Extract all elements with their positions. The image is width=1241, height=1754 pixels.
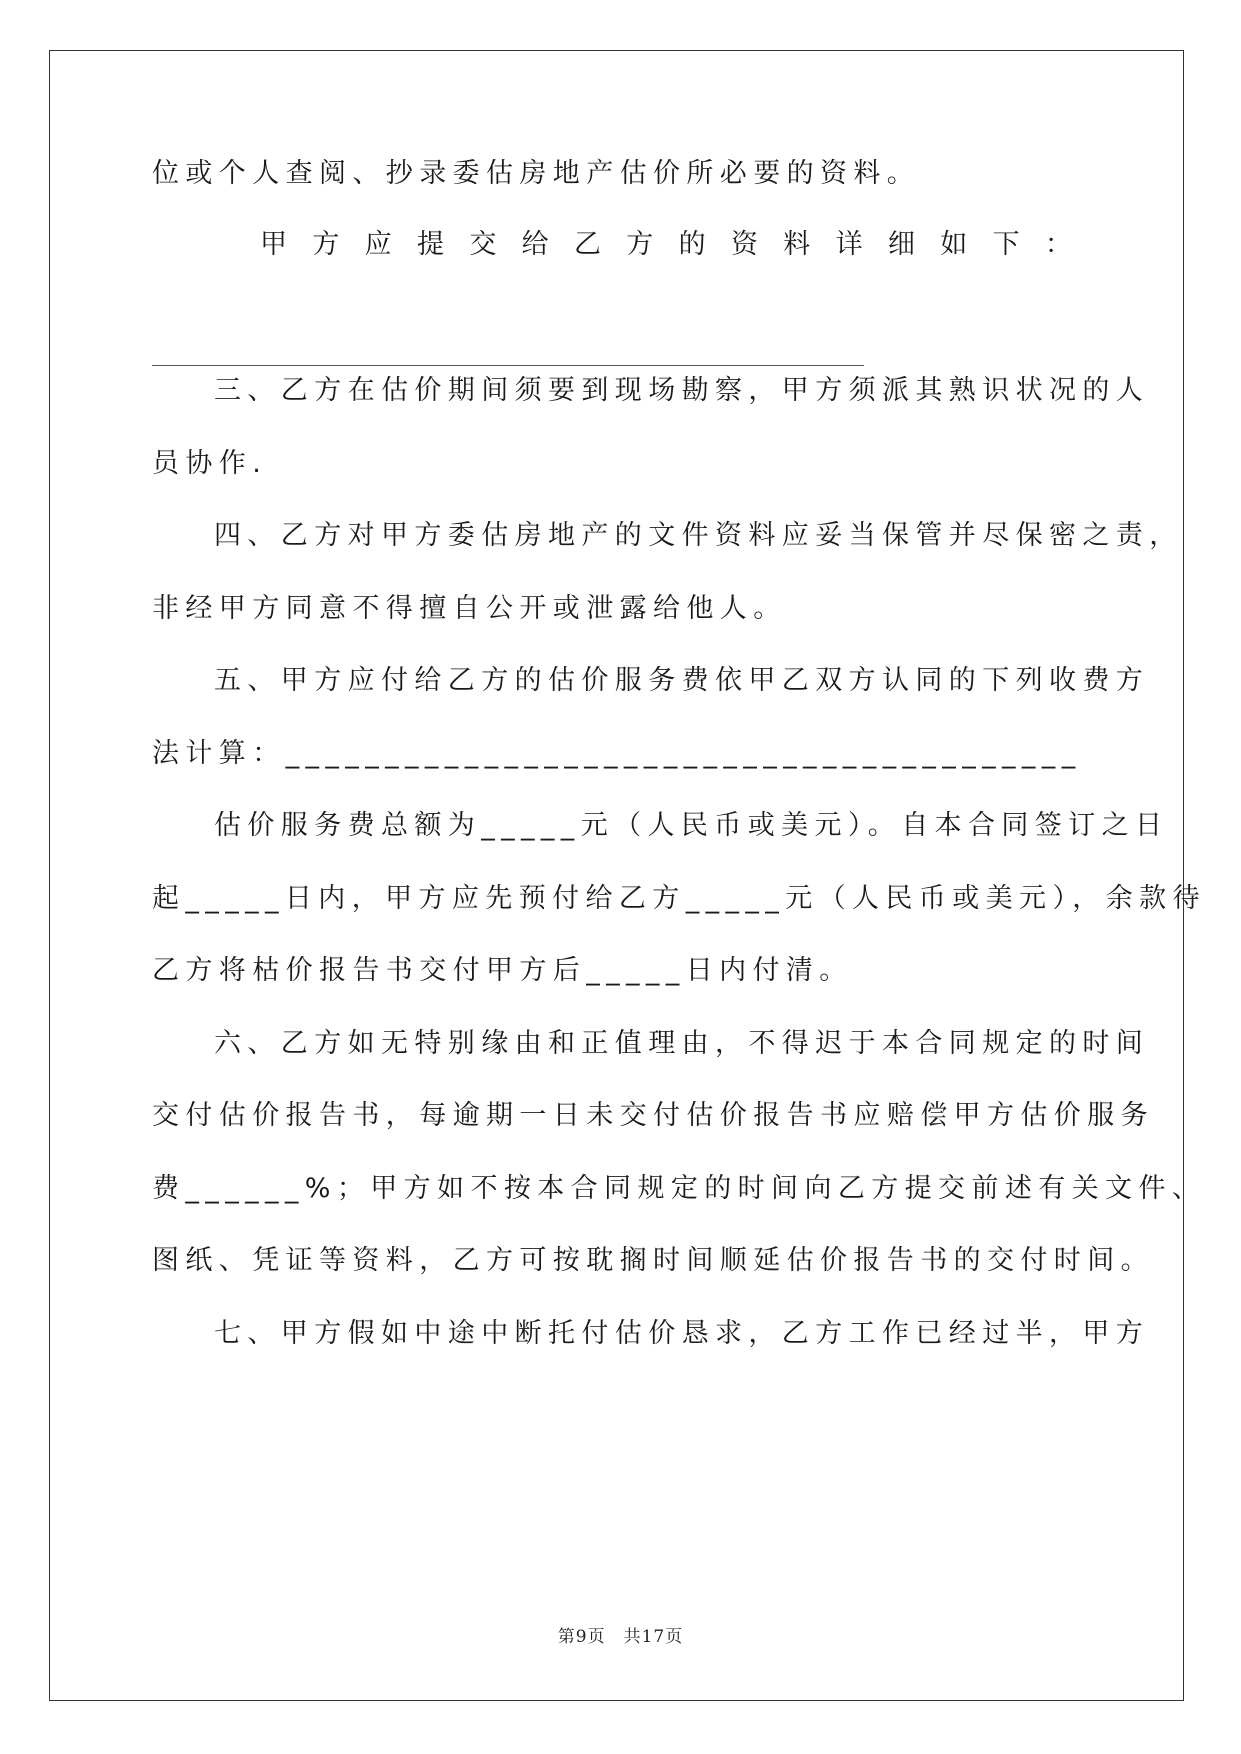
text-line-13: 交付估价报告书，每逾期一日未交付估价报告书应赔偿甲方估价服务 (152, 1100, 1154, 1131)
spaced-char: 下 (992, 229, 1020, 260)
spaced-char: 的 (678, 229, 706, 260)
spaced-char: 方 (626, 229, 654, 260)
text-line-3: 三、乙方在估价期间须要到现场勘察，甲方须派其熟识状况的人 (214, 375, 1150, 406)
text-line-16: 七、甲方假如中途中断托付估价恳求，乙方工作已经过半，甲方 (214, 1318, 1150, 1349)
spaced-char: 给 (521, 229, 549, 260)
spaced-char: 应 (364, 229, 392, 260)
text-line-2-spaced (260, 227, 1072, 263)
text-line-6: 非经甲方同意不得擅自公开或泄露给他人。 (152, 593, 787, 624)
text-line-10: 起_____日内，甲方应先预付给乙方_____元（人民币或美元），余款待 (152, 883, 1206, 914)
spaced-char: 方 (312, 229, 340, 260)
spaced-char: 详 (835, 229, 863, 260)
text-line-4: 员协作. (152, 448, 268, 479)
spaced-char: 甲 (260, 229, 287, 260)
text-line-8: 法计算：________________________________________ (152, 738, 1082, 769)
spaced-char: 交 (469, 229, 497, 260)
spaced-char: 如 (940, 229, 968, 260)
text-line-5: 四、乙方对甲方委估房地产的文件资料应妥当保管并尽保密之责， (214, 520, 1183, 551)
text-line-15: 图纸、凭证等资料，乙方可按耽搁时间顺延估价报告书的交付时间。 (152, 1245, 1154, 1276)
text-line-12: 六、乙方如无特别缘由和正值理由，不得迟于本合同规定的时间 (214, 1028, 1150, 1059)
spaced-char: 乙 (573, 229, 601, 260)
spaced-char: 料 (783, 229, 811, 260)
spaced-char: ： (1044, 229, 1072, 260)
spaced-char: 提 (416, 229, 444, 260)
blank-fill-line (152, 365, 864, 366)
page-number: 第9页 共17页 (557, 1627, 684, 1647)
page-border (49, 50, 1184, 1701)
spaced-char: 资 (730, 229, 758, 260)
text-line-1: 位或个人查阅、抄录委估房地产估价所必要的资料。 (152, 158, 921, 189)
text-line-7: 五、甲方应付给乙方的估价服务费依甲乙双方认同的下列收费方 (214, 665, 1150, 696)
text-line-11: 乙方将枯价报告书交付甲方后_____日内付清。 (152, 955, 853, 986)
text-line-9: 估价服务费总额为_____元（人民币或美元）。自本合同签订之日 (214, 810, 1169, 841)
text-line-14: 费______%；甲方如不按本合同规定的时间向乙方提交前述有关文件、 (152, 1173, 1206, 1204)
spaced-char: 细 (887, 229, 915, 260)
